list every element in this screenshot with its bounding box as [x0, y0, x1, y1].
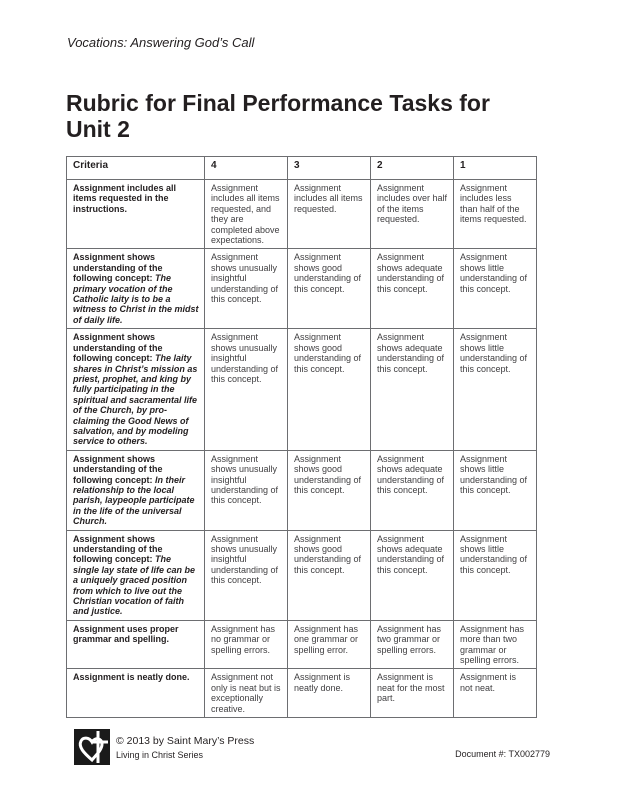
criteria-cell [67, 450, 205, 530]
table-row [67, 530, 537, 620]
score-4-cell: Assignment has no grammar or spelling errors. [205, 620, 288, 669]
score-4-cell: Assignment shows unusually insightful understanding of this concept. [205, 450, 288, 530]
score-3-cell: Assignment is neatly done. [288, 669, 371, 718]
column-header-score-2: 2 [371, 157, 454, 180]
score-4-cell: Assignment shows unusually insightful understanding of this concept. [205, 530, 288, 620]
criteria-concept: The single lay state of life can be a uniquely graced position from which to live out the Christian vocation of faith and justice. [73, 554, 196, 617]
criteria-concept: In their relationship to the local parish, laypeople participate in the life of the universal Church. [73, 474, 195, 527]
table-row [67, 329, 537, 450]
score-3-cell: Assignment has one grammar or spelling error. [288, 620, 371, 669]
criteria-text: Assignment shows understanding of the following concept: [73, 453, 163, 485]
table-row [67, 180, 537, 249]
criteria-cell [67, 180, 205, 249]
page-footer [74, 729, 550, 769]
table-header-row [67, 157, 537, 180]
score-2-cell: Assignment shows adequate understanding of this concept. [371, 450, 454, 530]
table-row [67, 669, 537, 718]
criteria-text: Assignment is neatly done. [73, 672, 190, 683]
score-2-cell: Assignment includes over half of the items requested. [371, 180, 454, 249]
score-2-cell: Assignment shows adequate understanding of this concept. [371, 329, 454, 450]
score-1-cell: Assignment shows little understanding of this concept. [454, 530, 537, 620]
score-3-cell: Assignment includes all items requested. [288, 180, 371, 249]
footer-credits [116, 734, 254, 762]
column-header-score-3: 3 [288, 157, 371, 180]
criteria-cell [67, 669, 205, 718]
saint-marys-press-logo-icon [74, 729, 110, 765]
score-1-cell: Assignment shows little understanding of this concept. [454, 450, 537, 530]
copyright-text: © 2013 by Saint Mary’s Press [116, 735, 255, 747]
score-1-cell: Assignment shows little understanding of this concept. [454, 329, 537, 450]
series-title: Vocations: Answering God’s Call [67, 35, 255, 50]
score-3-cell: Assignment shows good understanding of this concept. [288, 530, 371, 620]
score-3-cell: Assignment shows good understanding of this concept. [288, 450, 371, 530]
score-2-cell: Assignment shows adequate understanding of this concept. [371, 530, 454, 620]
score-2-cell: Assignment shows adequate understanding of this concept. [371, 249, 454, 329]
score-4-cell: Assignment not only is neat but is exceptionally creative. [205, 669, 288, 718]
score-3-cell: Assignment shows good understanding of this concept. [288, 249, 371, 329]
criteria-text: Assignment shows understanding of the following concept: [73, 332, 163, 364]
score-4-cell: Assignment shows unusually insightful understanding of this concept. [205, 329, 288, 450]
criteria-text: Assignment uses proper grammar and spelling. [73, 623, 179, 645]
criteria-text: Assignment shows understanding of the following concept: [73, 252, 163, 284]
column-header-criteria: Criteria [67, 157, 205, 180]
score-1-cell: Assignment has more than two grammar or spelling errors. [454, 620, 537, 669]
page-title: Rubric for Final Performance Tasks for Unit 2 [66, 90, 490, 142]
score-2-cell: Assignment is neat for the most part. [371, 669, 454, 718]
score-1-cell: Assignment includes less than half of the items requested. [454, 180, 537, 249]
score-4-cell: Assignment includes all items requested, and they are completed above expectations. [205, 180, 288, 249]
criteria-cell [67, 329, 205, 450]
rubric-table [66, 156, 537, 718]
score-1-cell: Assignment is not neat. [454, 669, 537, 718]
table-row [67, 249, 537, 329]
column-header-score-4: 4 [205, 157, 288, 180]
document-number: Document #: TX002779 [455, 749, 550, 759]
criteria-cell [67, 620, 205, 669]
criteria-concept: The primary vocation of the Catholic laity is to be a witness to Christ in the midst of daily life. [73, 273, 199, 325]
score-1-cell: Assignment shows little understanding of this concept. [454, 249, 537, 329]
score-2-cell: Assignment has two grammar or spelling errors. [371, 620, 454, 669]
criteria-text: Assignment shows understanding of the following concept: [73, 533, 163, 565]
score-4-cell: Assignment shows unusually insightful understanding of this concept. [205, 249, 288, 329]
column-header-score-1: 1 [454, 157, 537, 180]
score-3-cell: Assignment shows good understanding of this concept. [288, 329, 371, 450]
criteria-cell [67, 530, 205, 620]
criteria-text: Assignment includes all items requested in the instructions. [73, 183, 177, 214]
table-row [67, 450, 537, 530]
series-name: Living in Christ Series [116, 750, 204, 760]
table-row [67, 620, 537, 669]
criteria-concept: The laity shares in Christ’s mission as priest, prophet, and king by fully participating in the spiritual and sacramental life of the Church, by pro-claiming the Good News of salvation, and by modeling service to others. [73, 353, 198, 447]
criteria-cell [67, 249, 205, 329]
